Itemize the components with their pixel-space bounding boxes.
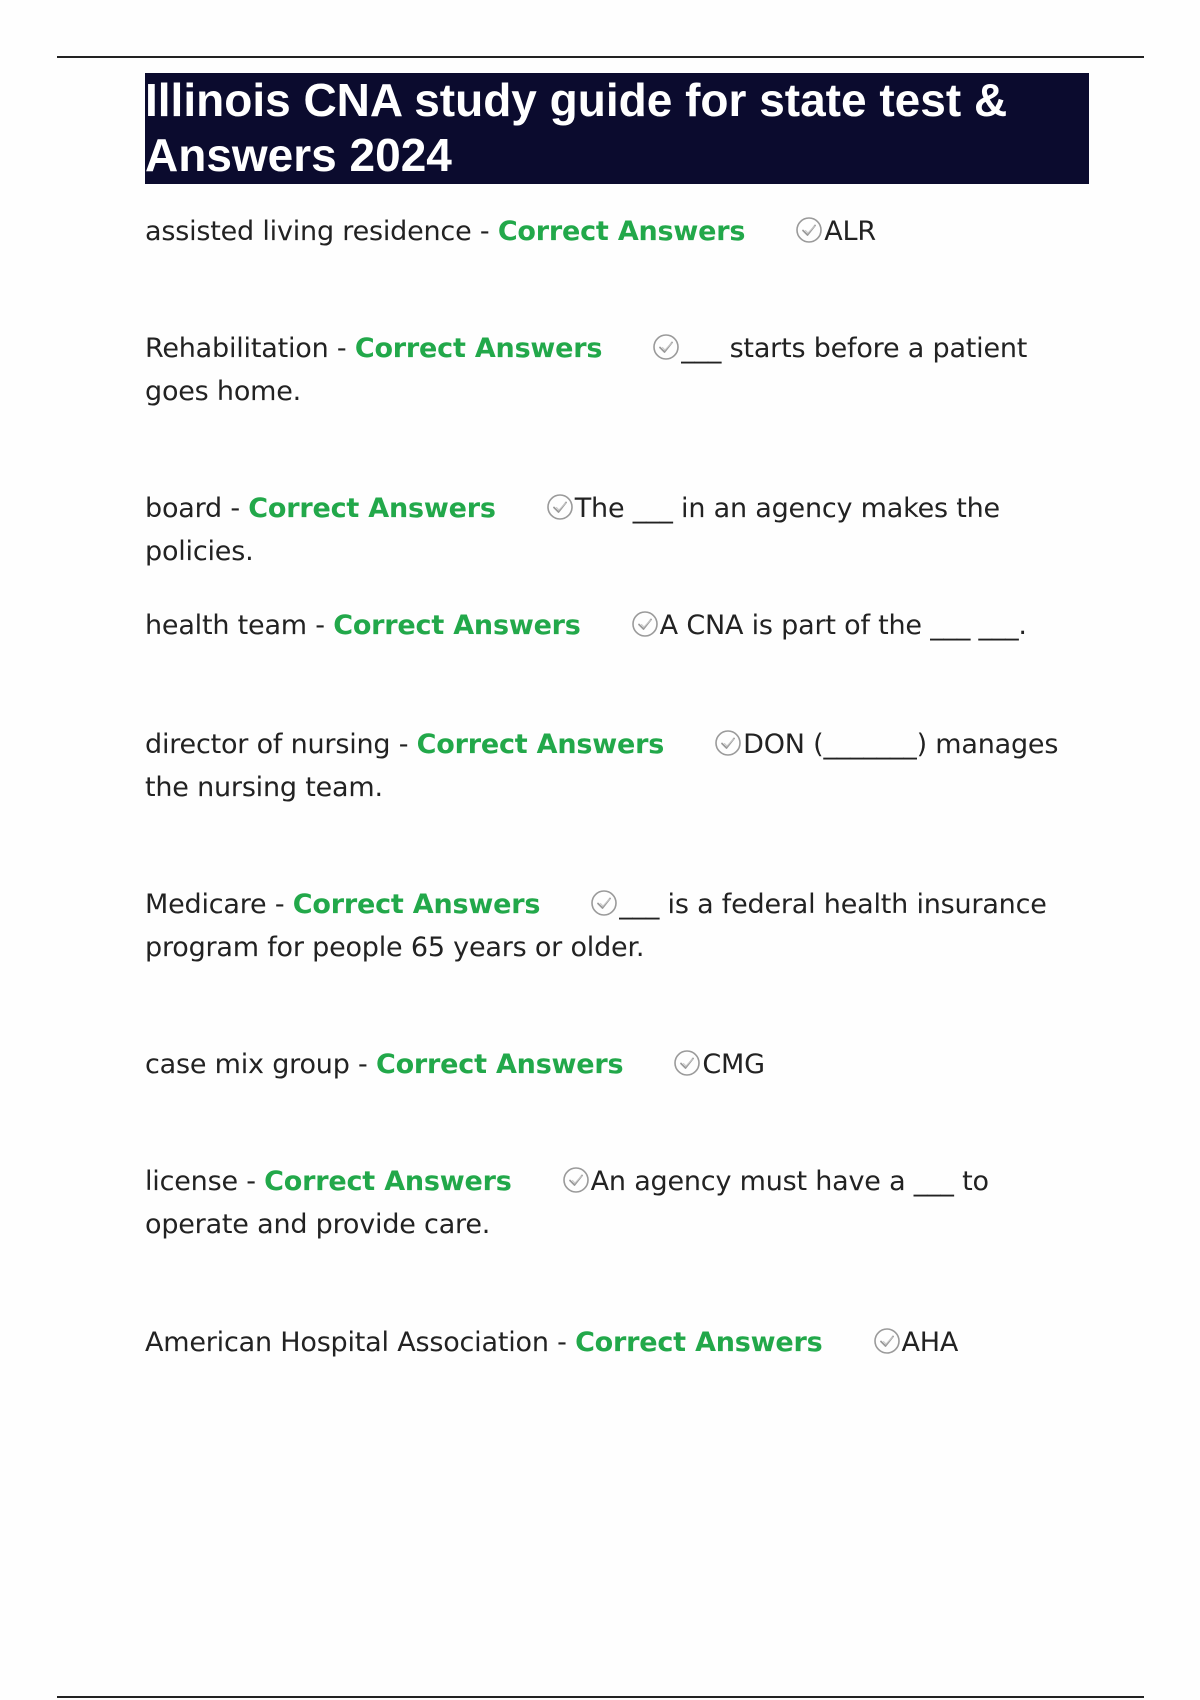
check-circle-icon — [590, 889, 618, 917]
entry-answer: The ___ in an agency makes the policies. — [145, 493, 1000, 567]
check-circle-icon — [631, 610, 659, 638]
correct-answers-label: Correct Answers — [375, 1049, 624, 1080]
qa-entry — [145, 210, 1085, 253]
entry-term: Medicare — [145, 889, 267, 920]
entry-answer: A CNA is part of the ___ ___. — [659, 610, 1027, 641]
entry-separator: - — [237, 1166, 265, 1197]
qa-entry — [145, 487, 1085, 573]
correct-answers-label: Correct Answers — [354, 333, 603, 364]
entry-term: Rehabilitation — [145, 333, 329, 364]
entry-separator: - — [349, 1049, 376, 1080]
entry-separator: - — [328, 333, 355, 364]
qa-entry — [145, 883, 1085, 969]
check-circle-icon — [652, 333, 680, 361]
entry-answer: CMG — [702, 1049, 765, 1080]
entry-term: director of nursing — [145, 729, 391, 760]
title-line-1: Illinois CNA study guide for state test & — [145, 74, 1008, 126]
entry-separator: - — [266, 889, 293, 920]
entry-separator: - — [390, 729, 417, 760]
entry-answer: ___ is a federal health insurance program for people 65 years or older. — [145, 889, 1047, 963]
entry-separator: - — [306, 610, 334, 641]
entry-term: American Hospital Association — [145, 1327, 549, 1358]
title-line-2: Answers 2024 — [145, 129, 452, 181]
check-circle-icon — [673, 1049, 701, 1077]
entry-answer: ___ starts before a patient goes home. — [145, 333, 1028, 407]
top-rule — [57, 56, 1144, 58]
correct-answers-label: Correct Answers — [575, 1327, 823, 1358]
entry-term: case mix group — [145, 1049, 350, 1080]
entry-separator: - — [471, 216, 498, 247]
entry-term: board — [145, 493, 222, 524]
qa-entry — [145, 1321, 1085, 1364]
entry-answer: An agency must have a ___ to operate and provide care. — [145, 1166, 989, 1240]
correct-answers-label: Correct Answers — [264, 1166, 512, 1197]
correct-answers-label: Correct Answers — [497, 216, 746, 247]
document-title — [145, 73, 1089, 184]
entry-answer: ALR — [824, 216, 876, 247]
correct-answers-label: Correct Answers — [248, 493, 496, 524]
entry-term: assisted living residence — [145, 216, 472, 247]
qa-entry — [145, 327, 1085, 413]
qa-entry — [145, 1043, 1085, 1086]
check-circle-icon — [795, 216, 823, 244]
check-circle-icon — [562, 1166, 590, 1194]
bottom-rule — [57, 1696, 1144, 1698]
entry-separator: - — [221, 493, 249, 524]
correct-answers-label: Correct Answers — [292, 889, 541, 920]
check-circle-icon — [873, 1327, 901, 1355]
entry-separator: - — [548, 1327, 576, 1358]
entry-answer: AHA — [901, 1327, 959, 1358]
entry-answer: DON (_______) manages the nursing team. — [145, 729, 1059, 803]
qa-entry — [145, 723, 1085, 809]
check-circle-icon — [546, 493, 574, 521]
entry-term: license — [145, 1166, 238, 1197]
check-circle-icon — [714, 729, 742, 757]
correct-answers-label: Correct Answers — [416, 729, 665, 760]
qa-entry — [145, 604, 1085, 647]
correct-answers-label: Correct Answers — [333, 610, 581, 641]
entry-term: health team — [145, 610, 307, 641]
qa-entry — [145, 1160, 1085, 1246]
